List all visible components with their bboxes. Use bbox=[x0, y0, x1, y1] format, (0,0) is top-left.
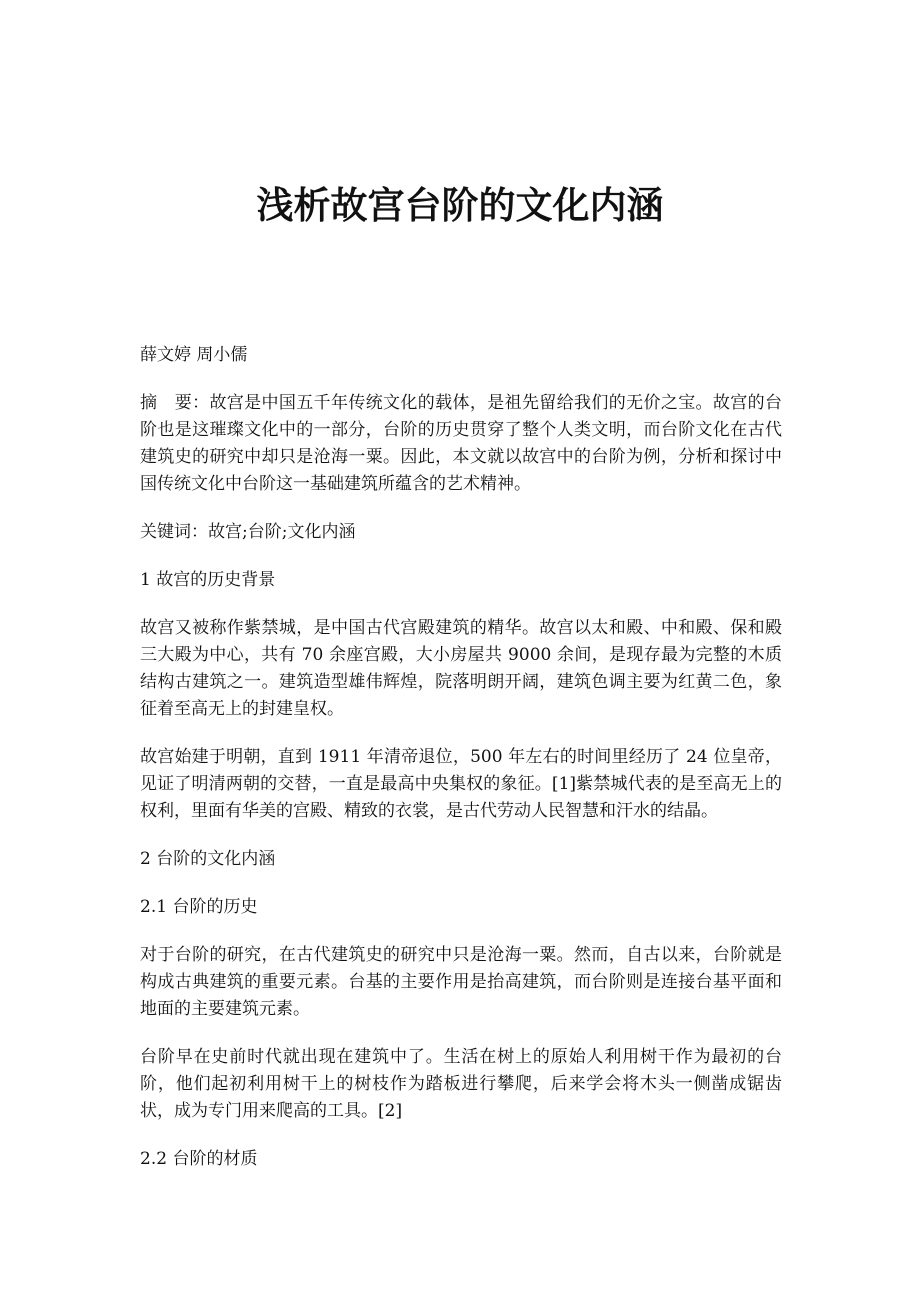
keywords-line: 关键词：故宫;台阶;文化内涵 bbox=[140, 522, 356, 542]
subsection-heading-2-2: 2.2 台阶的材质 bbox=[140, 1149, 258, 1169]
section-heading-2: 2 台阶的文化内涵 bbox=[140, 849, 276, 869]
body-paragraph: 对于台阶的研究，在古代建筑史的研究中只是沧海一粟。然而，自古以来，台阶就是构成古典建筑的重要元素。台基的主要作用是抬高建筑，而台阶则是连接台基平面和地面的主要建筑元素。 bbox=[140, 945, 782, 1019]
body-paragraph: 故宫又被称作紫禁城，是中国古代宫殿建筑的精华。故宫以太和殿、中和殿、保和殿三大殿为中心，共有 70 余座宫殿，大小房屋共 9000 余间，是现存最为完整的木质结构古建筑之一。建筑造型雄伟辉煌，院落明朗开阔，建筑色调主要为红黄二色，象征着至高无上的封建皇权。 bbox=[140, 618, 782, 719]
subsection-heading-2-1: 2.1 台阶的历史 bbox=[140, 897, 258, 917]
section-heading-1: 1 故宫的历史背景 bbox=[140, 570, 276, 590]
abstract-paragraph: 摘 要：故宫是中国五千年传统文化的载体，是祖先留给我们的无价之宝。故宫的台阶也是这璀璨文化中的一部分，台阶的历史贯穿了整个人类文明，而台阶文化在古代建筑史的研究中却只是沧海一粟。因此，本文就以故宫中的台阶为例，分析和探讨中国传统文化中台阶这一基础建筑所蕴含的艺术精神。 bbox=[140, 393, 782, 494]
document-body bbox=[140, 342, 782, 1194]
body-paragraph: 故宫始建于明朝，直到 1911 年清帝退位，500 年左右的时间里经历了 24 位皇帝，见证了明清两朝的交替，一直是最高中央集权的象征。[1]紫禁城代表的是至高无上的权利，里面有华美的宫殿、精致的衣裳，是古代劳动人民智慧和汗水的结晶。 bbox=[140, 747, 782, 821]
body-paragraph: 台阶早在史前时代就出现在建筑中了。生活在树上的原始人利用树干作为最初的台阶，他们起初利用树干上的树枝作为踏板进行攀爬，后来学会将木头一侧凿成锯齿状，成为专门用来爬高的工具。[2] bbox=[140, 1047, 782, 1121]
document-title: 浅析故宫台阶的文化内涵 bbox=[256, 184, 664, 227]
authors-line: 薛文婷 周小儒 bbox=[140, 345, 248, 365]
